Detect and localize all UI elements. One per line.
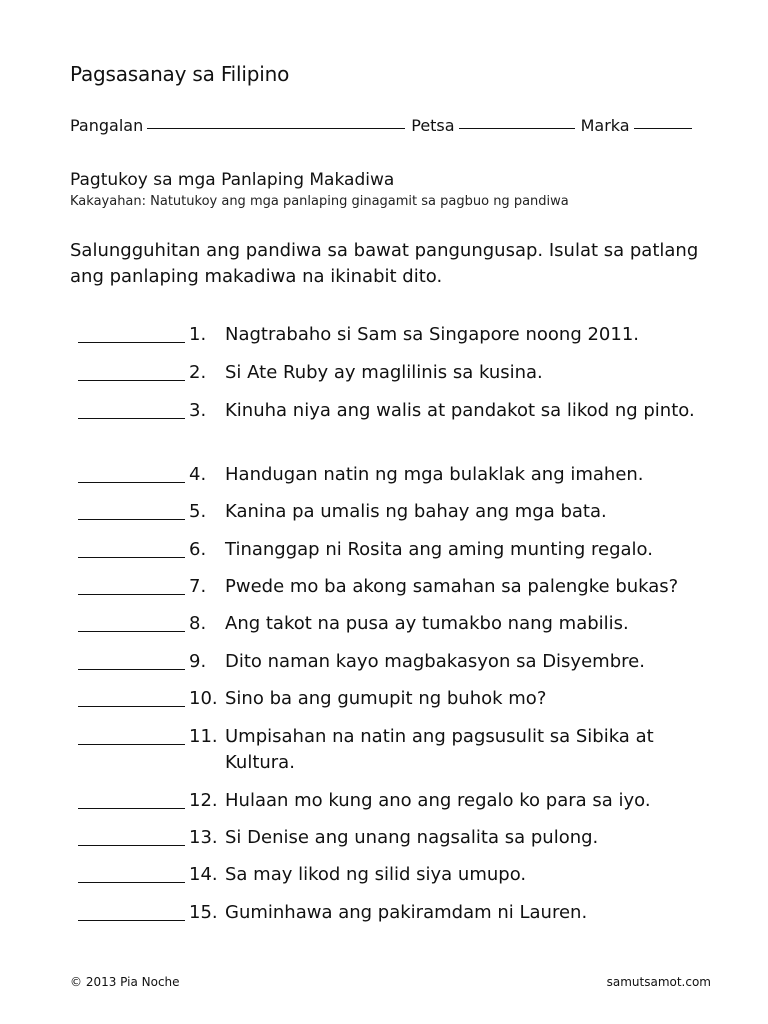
exercise-item [78,686,718,712]
item-number: 10. [189,688,218,709]
item-number: 1. [189,324,207,345]
answer-blank[interactable] [78,788,185,809]
exercise-item [78,611,718,637]
name-blank[interactable] [147,112,405,129]
exercise-item [78,462,718,488]
item-sentence: Sa may likod ng silid siya umupo. [225,864,527,885]
exercise-item [78,649,718,675]
answer-blank[interactable] [78,398,185,419]
item-sentence: Ang takot na pusa ay tumakbo nang mabilis. [225,613,629,634]
item-number: 9. [189,651,207,672]
item-number: 2. [189,362,207,383]
answer-blank[interactable] [78,574,185,595]
item-sentence: Kinuha niya ang walis at pandakot sa likod ng pinto. [225,400,695,421]
item-sentence: Si Denise ang unang nagsalita sa pulong. [225,827,599,848]
item-number: 3. [189,400,207,421]
instructions: Salungguhitan ang pandiwa sa bawat pangungusap. Isulat sa patlang ang panlaping makadiwa na ikinabit dito. [70,240,699,287]
exercise-item [78,537,718,563]
item-number: 12. [189,790,218,811]
item-sentence: Dito naman kayo magbakasyon sa Disyembre. [225,651,645,672]
item-number: 6. [189,539,207,560]
grade-blank[interactable] [634,112,692,129]
item-sentence: Hulaan mo kung ano ang regalo ko para sa iyo. [225,790,651,811]
answer-blank[interactable] [78,462,185,483]
answer-blank[interactable] [78,686,185,707]
item-sentence: Handugan natin ng mga bulaklak ang imahen. [225,464,644,485]
item-number: 14. [189,864,218,885]
skill-description: Kakayahan: Natutukoy ang mga panlaping ginagamit sa pagbuo ng pandiwa [70,194,569,209]
answer-blank[interactable] [78,649,185,670]
item-sentence: Umpisahan na natin ang pagsusulit sa Sibika at Kultura. [225,726,654,773]
name-label: Pangalan [70,116,144,135]
answer-blank[interactable] [78,537,185,558]
answer-blank[interactable] [78,825,185,846]
student-info-row [70,114,730,135]
exercise-item [78,724,718,776]
answer-blank[interactable] [78,862,185,883]
item-number: 11. [189,726,218,747]
exercise-item [78,322,718,348]
date-label: Petsa [411,116,455,135]
answer-blank[interactable] [78,360,185,381]
item-number: 8. [189,613,207,634]
item-sentence: Si Ate Ruby ay maglilinis sa kusina. [225,362,543,383]
item-number: 13. [189,827,218,848]
item-sentence: Sino ba ang gumupit ng buhok mo? [225,688,547,709]
item-number: 4. [189,464,207,485]
exercise-item [78,360,718,386]
item-number: 7. [189,576,207,597]
exercise-item [78,398,718,424]
item-sentence: Kanina pa umalis ng bahay ang mga bata. [225,501,607,522]
page-title: Pagsasanay sa Filipino [70,62,290,86]
item-sentence: Pwede mo ba akong samahan sa palengke bukas? [225,576,679,597]
site-url: samutsamot.com [606,975,711,989]
item-number: 5. [189,501,207,522]
answer-blank[interactable] [78,900,185,921]
exercise-item [78,788,718,814]
answer-blank[interactable] [78,499,185,520]
date-blank[interactable] [459,112,575,129]
exercise-item [78,574,718,600]
exercise-item [78,862,718,888]
copyright-text: © 2013 Pia Noche [70,975,180,989]
answer-blank[interactable] [78,611,185,632]
exercise-item [78,900,718,926]
exercise-item [78,499,718,525]
grade-label: Marka [580,116,630,135]
section-title: Pagtukoy sa mga Panlaping Makadiwa [70,170,395,190]
item-sentence: Nagtrabaho si Sam sa Singapore noong 2011. [225,324,639,345]
exercise-item [78,825,718,851]
item-sentence: Guminhawa ang pakiramdam ni Lauren. [225,902,588,923]
answer-blank[interactable] [78,322,185,343]
item-sentence: Tinanggap ni Rosita ang aming munting regalo. [225,539,653,560]
item-number: 15. [189,902,218,923]
answer-blank[interactable] [78,724,185,745]
